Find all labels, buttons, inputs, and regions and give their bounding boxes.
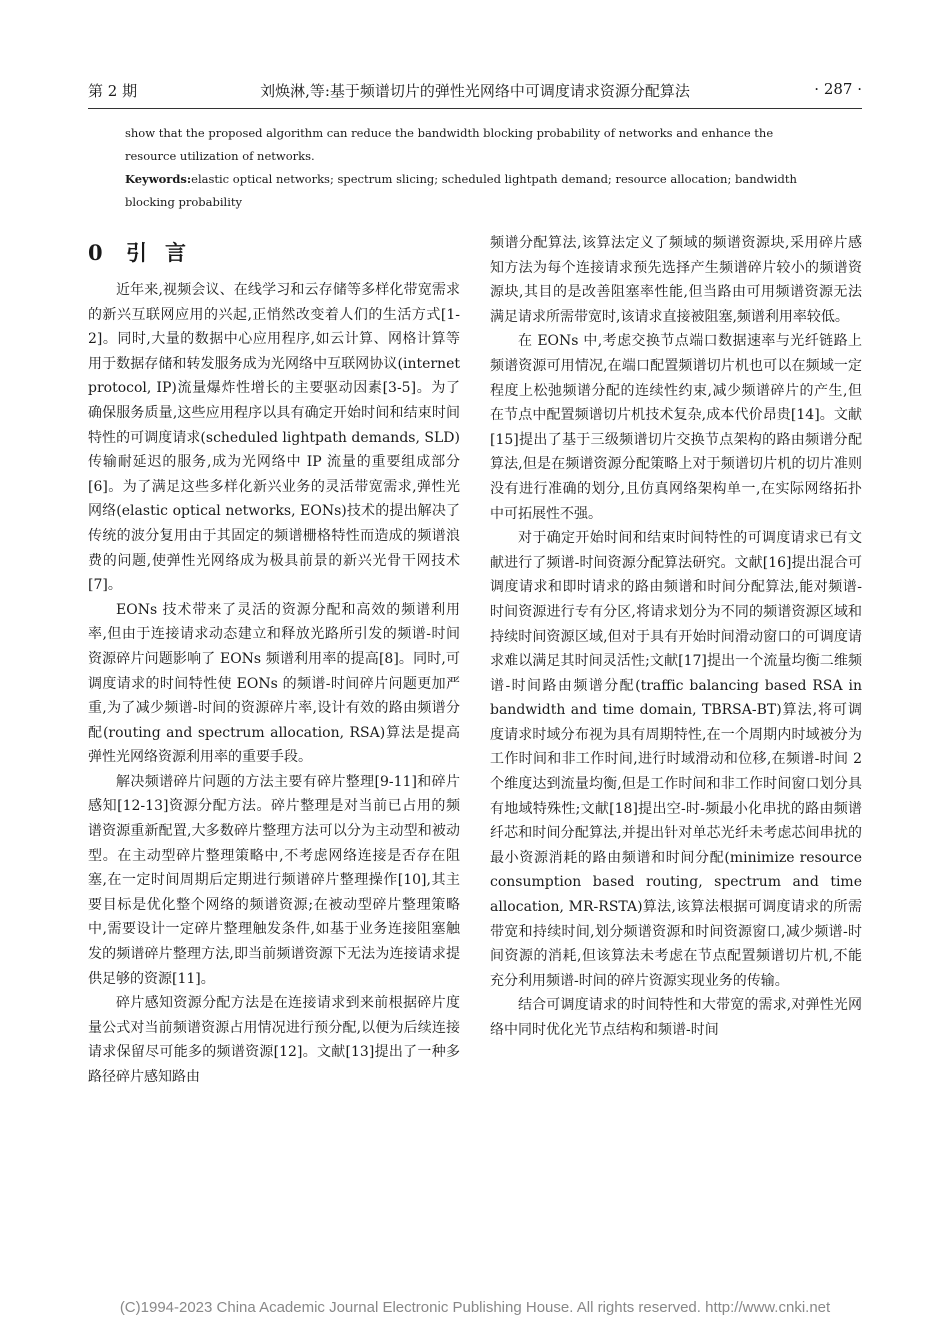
running-title: 刘焕淋,等:基于频谱切片的弹性光网络中可调度请求资源分配算法 (260, 82, 690, 100)
paragraph: 碎片感知资源分配方法是在连接请求到来前根据碎片度量公式对当前频谱资源占用情况进行预分配,以便为后续连接请求保留尽可能多的频谱资源[12]。文献[13]提出了一种多路径碎片感知路由 (88, 995, 460, 1085)
paragraph: 对于确定开始时间和结束时间特性的可调度请求已有文献进行了频谱-时间资源分配算法研究。文献[16]提出混合可调度请求和即时请求的路由频谱和时间分配算法,能对频谱-时间资源进行专有分区,将请求划分为不同的频谱资源区域和持续时间资源区域,但对于具有开始时间滑动窗口的可调度请求难以满足其时间灵活性;文献[17]提出一个流量均衡二维频谱-时间路由频谱分配(traffic balancing based RSA in bandwidth and time domain, TBRSA-BT)算法,将可调度请求时域分布视为具有周期特性,在一个周期内时域被分为工作时间和非工作时间,进行时域滑动和位移,在频谱-时间 2 个维度达到流量均衡,但是工作时间和非工作时间窗口划分具有地域特殊性;文献[18]提出空-时-频最小化串扰的路由频谱纤芯和时间分配算法,并提出针对单芯光纤未考虑芯间串扰的最小资源消耗的路由频谱和时间分配(minimize resource consumption based routing, spectrum and time allocation, MR-RSTA)算法,该算法根据可调度请求的所需带宽和持续时间,划分频谱资源和时间资源窗口,减少频谱-时间资源的消耗,但该算法未考虑在节点配置频谱切片机,不能充分利用频谱-时间的碎片资源实现业务的传输。 (490, 530, 862, 989)
header-divider (88, 108, 862, 109)
paragraph-continued: 频谱分配算法,该算法定义了频域的频谱资源块,采用碎片感知方法为每个连接请求预先选择产生频谱碎片较小的频谱资源块,其目的是改善阻塞率性能,但当路由可用频谱资源无法满足请求所需带宽时,该请求直接被阻塞,频谱利用率较低。 (490, 235, 862, 325)
copyright-footer: (C)1994-2023 China Academic Journal Electronic Publishing House. All rights reserved. http://www.cnki.net (119, 1299, 831, 1316)
right-column (490, 231, 862, 1043)
keywords-line (125, 168, 825, 214)
running-header (88, 80, 862, 106)
section-heading (88, 236, 460, 270)
issue-number: 第 2 期 (88, 82, 138, 100)
paragraph: 近年来,视频会议、在线学习和云存储等多样化带宽需求的新兴互联网应用的兴起,正悄然改变着人们的生活方式[1-2]。同时,大量的数据中心应用程序,如云计算、网格计算等用于数据存储和转发服务成为光网络中互联网协议(internet protocol, IP)流量爆炸性增长的主要驱动因素[3-5]。为了确保服务质量,这些应用程序以具有确定开始时间和结束时间特性的可调度请求(scheduled lightpath demands, SLD)传输耐延迟的服务,成为光网络中 IP 流量的重要组成部分[6]。为了满足这些多样化新兴业务的灵活带宽需求,弹性光网络(elastic optical networks, EONs)技术的提出解决了传统的波分复用由于其固定的频谱栅格特性而造成的频谱浪费的问题,使弹性光网络成为极具前景的新兴光骨干网技术[7]。 (88, 282, 460, 594)
keywords-text: elastic optical networks; spectrum slicing; scheduled lightpath demand; resource allocation; bandwidth blocking probability (125, 172, 797, 209)
paragraph: 解决频谱碎片问题的方法主要有碎片整理[9-11]和碎片感知[12-13]资源分配方法。碎片整理是对当前已占用的频谱资源重新配置,大多数碎片整理方法可以分为主动型和被动型。在主动型碎片整理策略中,不考虑网络连接是否存在阻塞,在一定时间周期后定期进行频谱碎片整理操作[10],其主要目标是优化整个网络的频谱资源;在被动型碎片整理策略中,需要设计一定碎片整理触发条件,如基于业务连接阻塞触发的频谱碎片整理方法,即当前频谱资源下无法为连接请求提供足够的资源[11]。 (88, 773, 460, 987)
left-column (88, 236, 460, 1090)
page-number: · 287 · (814, 80, 862, 98)
paragraph: EONs 技术带来了灵活的资源分配和高效的频谱利用率,但由于连接请求动态建立和释放光路所引发的频谱-时间资源碎片问题影响了 EONs 频谱利用率的提高[8]。同时,可调度请求的时间特性使 EONs 的频谱-时间碎片问题更加严重,为了减少频谱-时间的资源碎片率,设计有效的路由频谱分配(routing and spectrum allocation, RSA)算法是提高弹性光网络资源利用率的重要手段。 (88, 601, 460, 766)
abstract-tail: show that the proposed algorithm can reduce the bandwidth blocking probability of networks and enhance the resource utilization of networks. (125, 126, 774, 163)
abstract-block (125, 122, 825, 214)
paragraph: 结合可调度请求的时间特性和大带宽的需求,对弹性光网络中同时优化光节点结构和频谱-时间 (490, 997, 862, 1038)
section-number: 0 (88, 240, 103, 265)
paragraph: 在 EONs 中,考虑交换节点端口数据速率与光纤链路上频谱资源可用情况,在端口配置频谱切片机也可以在频域一定程度上松弛频谱分配的连续性约束,减少频谱碎片的产生,但在节点中配置频谱切片机技术复杂,成本代价昂贵[14]。文献[15]提出了基于三级频谱切片交换节点架构的路由频谱分配算法,但是在频谱资源分配策略上对于频谱切片机的切片准则没有进行准确的划分,且仿真网络架构单一,在实际网络拓扑中可拓展性不强。 (490, 333, 862, 522)
section-title: 引言 (126, 240, 204, 265)
keywords-label: Keywords: (125, 172, 192, 186)
